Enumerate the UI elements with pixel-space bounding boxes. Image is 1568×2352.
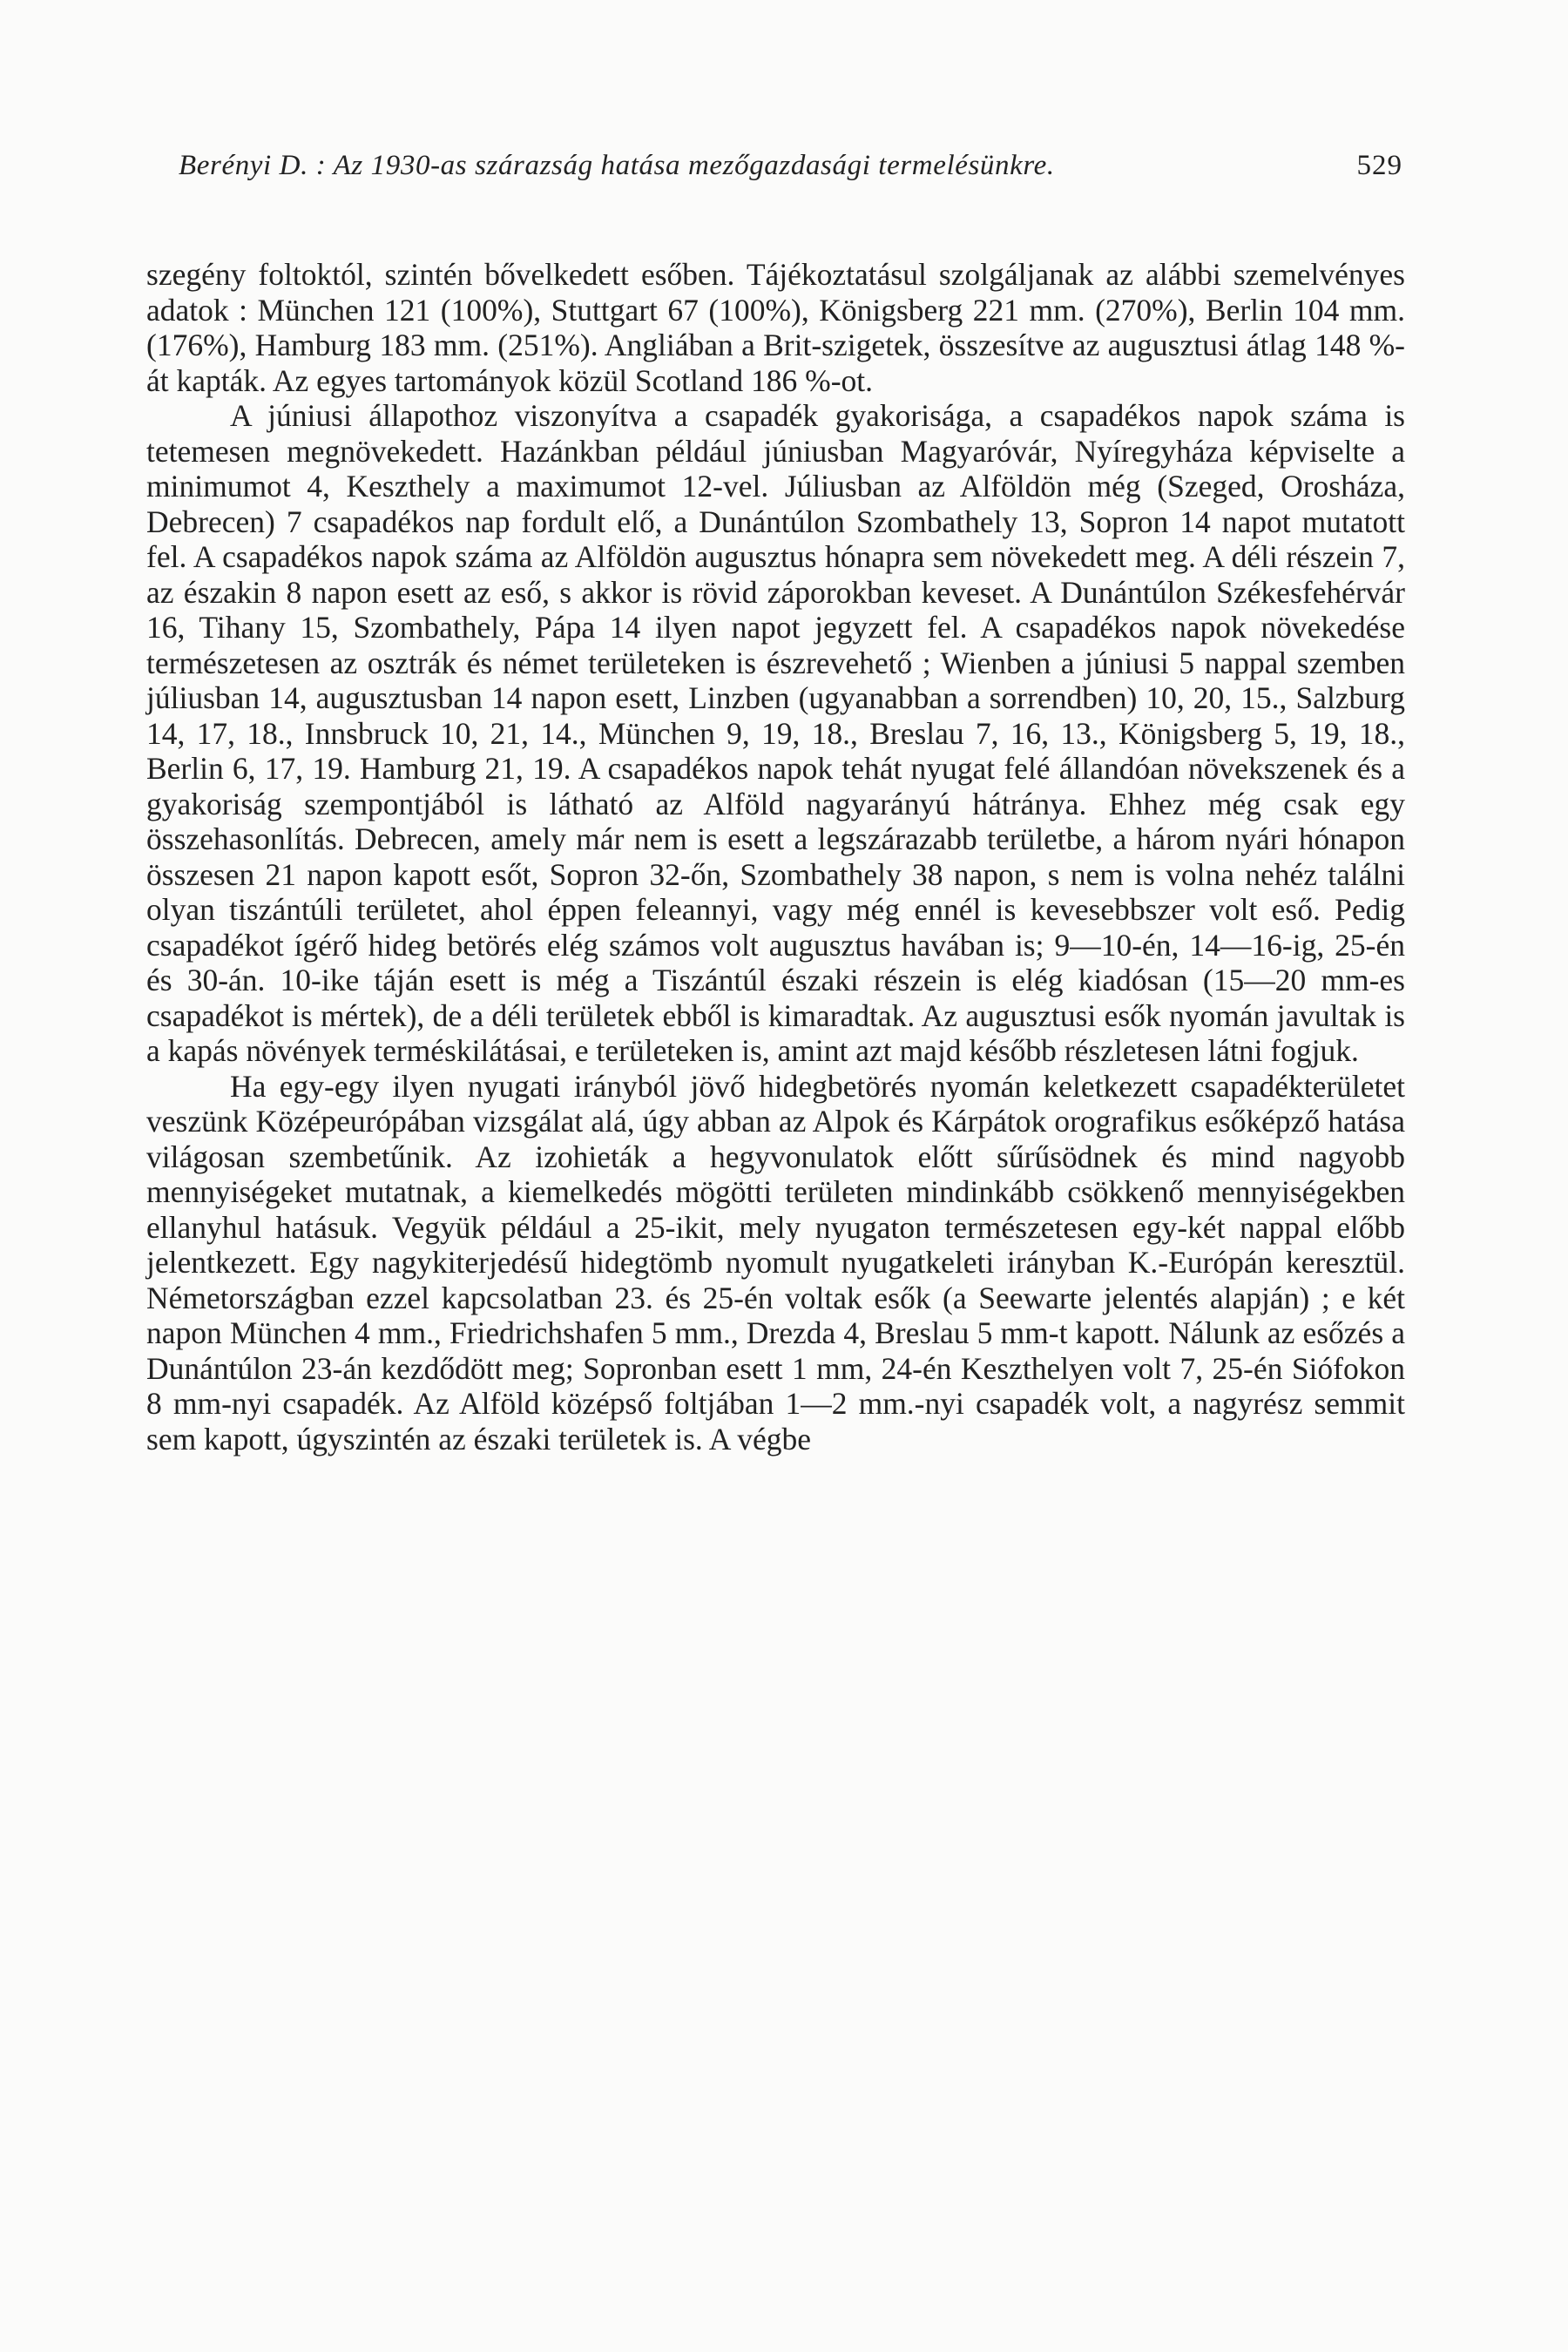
paragraph: szegény foltoktól, szintén bővelkedett esőben. Tájékoztatásul szolgáljanak az alábbi szemelvényes adatok : München 121 (100%), Stuttgart 67 (100%), Königsberg 221 mm. (270%), Berlin 104 mm. (176%), Hamburg 183 mm. (251%). Angliában a Brit-szigetek, összesítve az augusztusi átlag 148 %-át kapták. Az egyes tartományok közül Scotland 186 %-ot. — [146, 257, 1405, 398]
body-text — [146, 257, 1405, 1456]
running-title: Berényi D. : Az 1930-as szárazság hatása mezőgazdasági termelésünkre. — [179, 150, 1055, 181]
page-number: 529 — [1356, 150, 1402, 181]
running-head — [179, 146, 1402, 185]
paragraph: A júniusi állapothoz viszonyítva a csapadék gyakorisága, a csapadékos napok száma is tetemesen megnövekedett. Hazánkban például júniusban Magyaróvár, Nyíregyháza képviselte a minimumot 4, Keszthely a maximumot 12-vel. Júliusban az Alföldön még (Szeged, Orosháza, Debrecen) 7 csapadékos nap fordult elő, a Dunántúlon Szombathely 13, Sopron 14 napot mutatott fel. A csapadékos napok száma az Alföldön augusztus hónapra sem növekedett meg. A déli részein 7, az északin 8 napon esett az eső, s akkor is rövid záporokban keveset. A Dunántúlon Székesfehérvár 16, Tihany 15, Szombathely, Pápa 14 ilyen napot jegyzett fel. A csapadékos napok növekedése természetesen az osztrák és német területeken is észrevehető ; Wienben a júniusi 5 nappal szemben júliusban 14, augusztusban 14 napon esett, Linzben (ugyanabban a sorrendben) 10, 20, 15., Salzburg 14, 17, 18., Innsbruck 10, 21, 14., München 9, 19, 18., Breslau 7, 16, 13., Königsberg 5, 19, 18., Berlin 6, 17, 19. Hamburg 21, 19. A csapadékos napok tehát nyugat felé állandóan növekszenek és a gyakoriság szempontjából is látható az Alföld nagyarányú hátránya. Ehhez még csak egy összehasonlítás. Debrecen, amely már nem is esett a legszárazabb területbe, a három nyári hónapon összesen 21 napon kapott esőt, Sopron 32-őn, Szombathely 38 napon, s nem is volna nehéz találni olyan tiszántúli területet, ahol éppen feleannyi, vagy még ennél is kevesebbszer volt eső. Pedig csapadékot ígérő hideg betörés elég számos volt augusztus havában is; 9—10-én, 14—16-ig, 25-én és 30-án. 10-ike táján esett is még a Tiszántúl északi részein is elég kiadósan (15—20 mm-es csapadékot is mértek), de a déli területek ebből is kimaradtak. Az augusztusi esők nyomán javultak is a kapás növények terméskilátásai, e területeken is, amint azt majd később részletesen látni fogjuk. — [146, 398, 1405, 1068]
paragraph: Ha egy-egy ilyen nyugati irányból jövő hidegbetörés nyomán keletkezett csapadékterületet veszünk Középeurópában vizsgálat alá, úgy abban az Alpok és Kárpátok orografikus esőképző hatása világosan szembetűnik. Az izohieták a hegyvonulatok előtt sűrűsödnek és mind nagyobb mennyiségeket mutatnak, a kiemelkedés mögötti területen mindinkább csökkenő mennyiségekben ellanyhul hatásuk. Vegyük például a 25-ikit, mely nyugaton természetesen egy-két nappal előbb jelentkezett. Egy nagykiterjedésű hidegtömb nyomult nyugatkeleti irányban K.-Európán keresztül. Németországban ezzel kapcsolatban 23. és 25-én voltak esők (a Seewarte jelentés alapján) ; e két napon München 4 mm., Friedrichshafen 5 mm., Drezda 4, Breslau 5 mm-t kapott. Nálunk az esőzés a Dunántúlon 23-án kezdődött meg; Sopronban esett 1 mm, 24-én Keszthelyen volt 7, 25-én Siófokon 8 mm-nyi csapadék. Az Alföld középső foltjában 1—2 mm.-nyi csapadék volt, a nagyrész semmit sem kapott, úgyszintén az északi területek is. A végbe — [146, 1068, 1405, 1456]
